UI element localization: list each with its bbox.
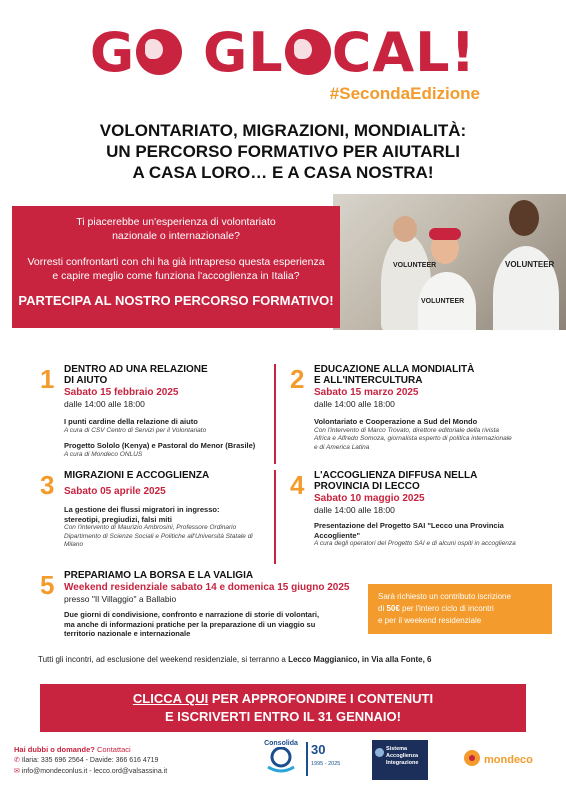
- intro-question-1b: nazionale o internazionale?: [112, 230, 240, 242]
- signup-banner[interactable]: CLICCA QUI PER APPROFONDIRE I CONTENUTI E ISCRIVERTI ENTRO IL 31 GENNAIO!: [40, 684, 526, 732]
- session-speaker-2: Dipartimento di Scienze Sociali e Politiche all'Università Statale di: [64, 532, 253, 540]
- intro-box: [12, 206, 340, 328]
- intro-cta: PARTECIPA AL NOSTRO PERCORSO FORMATIVO!: [18, 293, 334, 308]
- phone-icon: ✆: [14, 757, 20, 764]
- column-divider: [274, 470, 276, 564]
- session-title: DENTRO AD UNA RELAZIONE: [64, 364, 208, 375]
- session-topic-2: Accogliente": [314, 530, 361, 540]
- session-topic: La gestione dei flussi migratori in ingresso:: [64, 505, 220, 514]
- globe-icon: [136, 29, 182, 75]
- signup-deadline: E ISCRIVERTI ENTRO IL 31 GENNAIO!: [165, 709, 401, 724]
- intro-question-1a: Ti piacerebbe un'esperienza di volontariato: [76, 216, 276, 228]
- session-3: [40, 470, 270, 564]
- person-right-head: [509, 200, 539, 236]
- volunteer-tag-3: VOLUNTEER: [505, 260, 555, 269]
- bandana: [429, 228, 461, 240]
- session-topic: I punti cardine della relazione di aiuto: [64, 417, 198, 426]
- session-2: [290, 364, 550, 464]
- column-divider: [274, 364, 276, 464]
- go-glocal-logo: [0, 22, 566, 84]
- main-title: [0, 120, 566, 183]
- session-date: Sabato 10 maggio 2025: [314, 493, 425, 504]
- fee-box: [368, 584, 552, 634]
- session-title: PREPARIAMO LA BORSA E LA VALIGIA: [64, 570, 254, 581]
- session-topic: Volontariato e Cooperazione a Sud del Mondo: [314, 417, 478, 426]
- session-5: [40, 570, 360, 650]
- globe-runner-icon: [285, 29, 331, 75]
- volunteer-tag-2: VOLUNTEER: [421, 298, 465, 305]
- session-number: 5: [40, 570, 55, 600]
- phone-line: ✆ Ilaria: 335 696 2564 - Davide: 366 616 4719: [14, 757, 159, 764]
- session-topic: Presentazione del Progetto SAI "Lecco una Provincia: [314, 521, 504, 530]
- session-speaker: A cura degli operatori del Progetto SAI e di alcuni ospiti in accoglienza: [314, 540, 516, 547]
- logo-text-gl: GL: [202, 21, 284, 84]
- session-topic: Due giorni di condivisione, confronto e narrazione di storie di volontari,: [64, 610, 320, 619]
- volunteer-tag-1: VOLUNTEER: [393, 262, 437, 269]
- session-number: 1: [40, 364, 55, 394]
- session-time: dalle 14:00 alle 18:00: [314, 399, 395, 409]
- contact-question: Hai dubbi o domande? Contattaci: [14, 745, 131, 754]
- session-title: EDUCAZIONE ALLA MONDIALITÀ: [314, 364, 475, 375]
- location-note: Tutti gli incontri, ad esclusione del weekend residenziale, si terranno a Lecco Maggianico, in Via alla Fonte, 6: [38, 655, 432, 664]
- person-right: [493, 246, 559, 330]
- session-date: Sabato 15 marzo 2025: [314, 387, 419, 398]
- mondeco-hand-icon: [462, 746, 482, 770]
- mondeco-logo: mondeco: [462, 746, 532, 776]
- session-title: L'ACCOGLIENZA DIFFUSA NELLA: [314, 470, 478, 481]
- session-speaker-2: A cura di Mondeco ONLUS: [64, 450, 143, 458]
- fee-line-1: Sarà richiesto un contributo iscrizione: [378, 592, 511, 601]
- session-number: 2: [290, 364, 305, 394]
- location-address: Lecco Maggianico, in Via alla Fonte, 6: [288, 655, 432, 664]
- session-time: dalle 14:00 alle 18:00: [64, 399, 145, 409]
- volunteers-photo: [333, 194, 566, 330]
- edition-tag: #SecondaEdizione: [329, 84, 480, 103]
- title-line-2: UN PERCORSO FORMATIVO PER AIUTARLI: [106, 142, 460, 161]
- session-topic-2: ma anche di informazioni pratiche per la preparazione di un viaggio su: [64, 619, 316, 629]
- session-date: Sabato 15 febbraio 2025: [64, 387, 179, 398]
- session-title-2: E ALL'INTERCULTURA: [314, 375, 423, 386]
- contact-label: Contattaci: [96, 745, 131, 754]
- email-addresses[interactable]: info@mondeconlus.it - lecco.ord@valsassina.it: [21, 768, 168, 775]
- email-line: [14, 766, 167, 777]
- sai-mark-icon: [375, 748, 384, 757]
- session-number: 3: [40, 470, 55, 500]
- intro-question-2a: Vorresti confrontarti con chi ha già intrapreso questa esperienza: [27, 256, 325, 268]
- sai-logo: Sistema Accoglienza Integrazione: [372, 740, 428, 780]
- fee-line-3: e per il weekend residenziale: [378, 616, 482, 625]
- session-1: [40, 364, 262, 464]
- session-speaker-3: e di America Latina: [314, 443, 370, 451]
- session-topic-3: territorio nazionale e internazionale: [64, 629, 191, 638]
- consolida-logo: Consolida: [262, 740, 300, 780]
- session-4: [290, 470, 552, 564]
- title-line-1: VOLONTARIATO, MIGRAZIONI, MONDIALITÀ:: [99, 121, 467, 140]
- session-date: Weekend residenziale sabato 14 e domenica 15 giugno 2025: [64, 582, 350, 593]
- session-number: 4: [290, 470, 305, 500]
- session-title-2: PROVINCIA DI LECCO: [314, 481, 420, 492]
- session-topic-2: Progetto Sololo (Kenya) e Pastoral do Menor (Brasile): [64, 441, 256, 450]
- intro-question-2b: e capire meglio come funziona l'accoglienza in Italia?: [52, 270, 300, 282]
- anniversary-logo: 30 1995 - 2025: [306, 742, 356, 776]
- person-left-head: [393, 216, 417, 242]
- session-speaker-2: Africa e Alfredo Somoza, giornalista esperto di politica internazionale: [314, 435, 512, 442]
- session-speaker: Con l'intervento di Maurizio Ambrosini, Professore Ordinario: [64, 524, 237, 531]
- title-line-3: A CASA LORO… E A CASA NOSTRA!: [132, 163, 434, 182]
- fee-line-2: di 50€ per l'intero ciclo di incontri: [378, 604, 494, 613]
- contacts: [14, 744, 167, 777]
- logo-text-g: G: [89, 21, 136, 84]
- session-speaker: A cura di CSV Centro di Servizi per il Volontariato: [64, 426, 207, 434]
- session-title-2: DI AIUTO: [64, 375, 108, 386]
- session-date: Sabato 05 aprile 2025: [64, 486, 166, 497]
- session-speaker-3: Milano: [64, 541, 84, 548]
- session-time: dalle 14:00 alle 18:00: [314, 505, 395, 515]
- email-icon: ✉: [14, 768, 20, 775]
- session-title: MIGRAZIONI E ACCOGLIENZA: [64, 470, 210, 481]
- header: [0, 22, 566, 84]
- consolida-mark-icon: [262, 747, 300, 773]
- click-here-link[interactable]: CLICCA QUI: [132, 691, 209, 706]
- session-place: presso "Il Villaggio" a Ballabio: [64, 594, 177, 604]
- fee-amount: 50€: [386, 604, 400, 613]
- session-speaker: Con l'intervento di Marco Trovato, direttore editoriale della rivista: [314, 426, 500, 434]
- session-topic-2: stereotipi, pregiudizi, falsi miti: [64, 514, 172, 524]
- logo-text-cal: CAL!: [331, 21, 477, 84]
